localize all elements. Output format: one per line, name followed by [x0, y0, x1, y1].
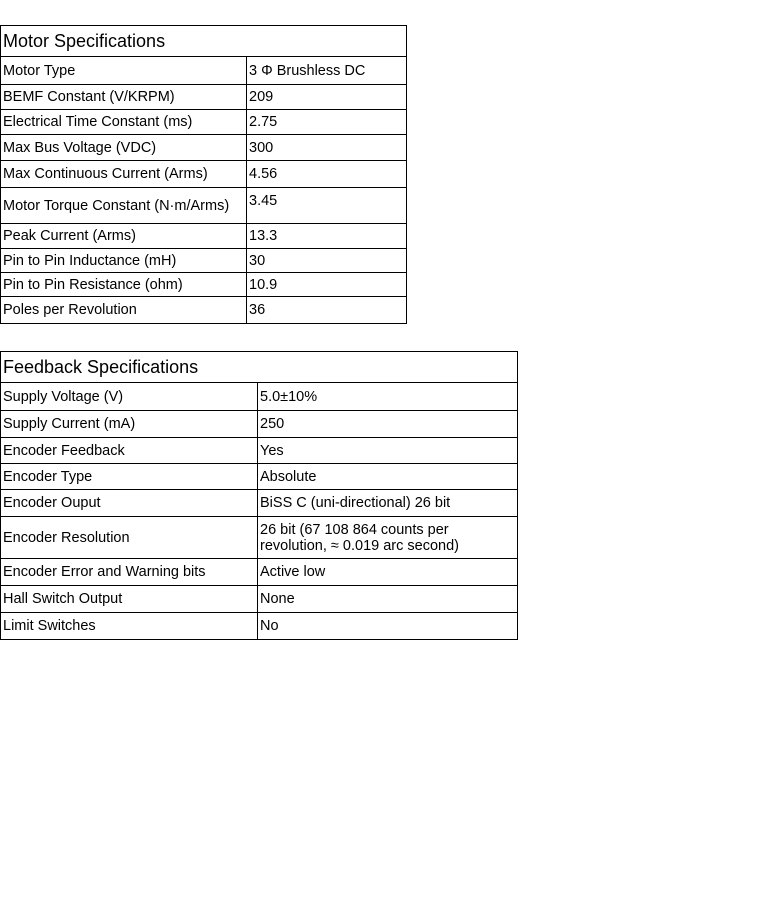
feedback-specifications-table	[0, 351, 518, 640]
table-row	[1, 224, 407, 249]
table-title-row	[1, 352, 518, 383]
table-row	[1, 273, 407, 297]
spec-value: 3.45	[247, 188, 407, 224]
spec-label: Peak Current (Arms)	[1, 224, 247, 249]
spec-label: Motor Type	[1, 57, 247, 85]
spec-label: Limit Switches	[1, 613, 258, 640]
table-row	[1, 438, 518, 464]
spec-value: 36	[247, 297, 407, 324]
spec-label: Pin to Pin Inductance (mH)	[1, 249, 247, 273]
spec-label: Encoder Ouput	[1, 490, 258, 517]
spec-label: Hall Switch Output	[1, 586, 258, 613]
table-row	[1, 249, 407, 273]
spec-label: Max Continuous Current (Arms)	[1, 161, 247, 188]
table-row	[1, 586, 518, 613]
table-row	[1, 613, 518, 640]
table-title-row	[1, 26, 407, 57]
spec-value: 2.75	[247, 110, 407, 135]
spec-label: Encoder Error and Warning bits	[1, 559, 258, 586]
table-row	[1, 57, 407, 85]
spec-value: Absolute	[258, 464, 518, 490]
spec-value: 5.0±10%	[258, 383, 518, 411]
spec-label: Motor Torque Constant (N·m/Arms)	[1, 188, 247, 224]
spec-label: Encoder Feedback	[1, 438, 258, 464]
spec-value: None	[258, 586, 518, 613]
spec-label: Poles per Revolution	[1, 297, 247, 324]
table-row	[1, 383, 518, 411]
feedback-table-title: Feedback Specifications	[1, 352, 518, 383]
spec-label: Electrical Time Constant (ms)	[1, 110, 247, 135]
spec-value: 13.3	[247, 224, 407, 249]
spec-value: No	[258, 613, 518, 640]
table-row	[1, 188, 407, 224]
table-row	[1, 161, 407, 188]
spec-value: 3 Φ Brushless DC	[247, 57, 407, 85]
spec-value: 26 bit (67 108 864 counts per revolution, ≈ 0.019 arc second)	[258, 517, 518, 559]
spec-label: Supply Current (mA)	[1, 411, 258, 438]
spec-label: Encoder Resolution	[1, 517, 258, 559]
spec-value: 10.9	[247, 273, 407, 297]
spec-value: 30	[247, 249, 407, 273]
spec-value: Yes	[258, 438, 518, 464]
spec-label: Max Bus Voltage (VDC)	[1, 135, 247, 161]
table-row	[1, 297, 407, 324]
table-row	[1, 559, 518, 586]
spec-label: BEMF Constant (V/KRPM)	[1, 85, 247, 110]
spec-value: 209	[247, 85, 407, 110]
spec-value: Active low	[258, 559, 518, 586]
table-row	[1, 490, 518, 517]
table-row	[1, 411, 518, 438]
spec-value: 250	[258, 411, 518, 438]
spec-label: Encoder Type	[1, 464, 258, 490]
table-row	[1, 110, 407, 135]
spec-value: BiSS C (uni-directional) 26 bit	[258, 490, 518, 517]
table-row	[1, 517, 518, 559]
table-row	[1, 85, 407, 110]
spec-value: 4.56	[247, 161, 407, 188]
table-row	[1, 135, 407, 161]
table-row	[1, 464, 518, 490]
spec-label: Pin to Pin Resistance (ohm)	[1, 273, 247, 297]
spec-value: 300	[247, 135, 407, 161]
motor-specifications-table	[0, 25, 407, 324]
motor-table-title: Motor Specifications	[1, 26, 407, 57]
spec-label: Supply Voltage (V)	[1, 383, 258, 411]
